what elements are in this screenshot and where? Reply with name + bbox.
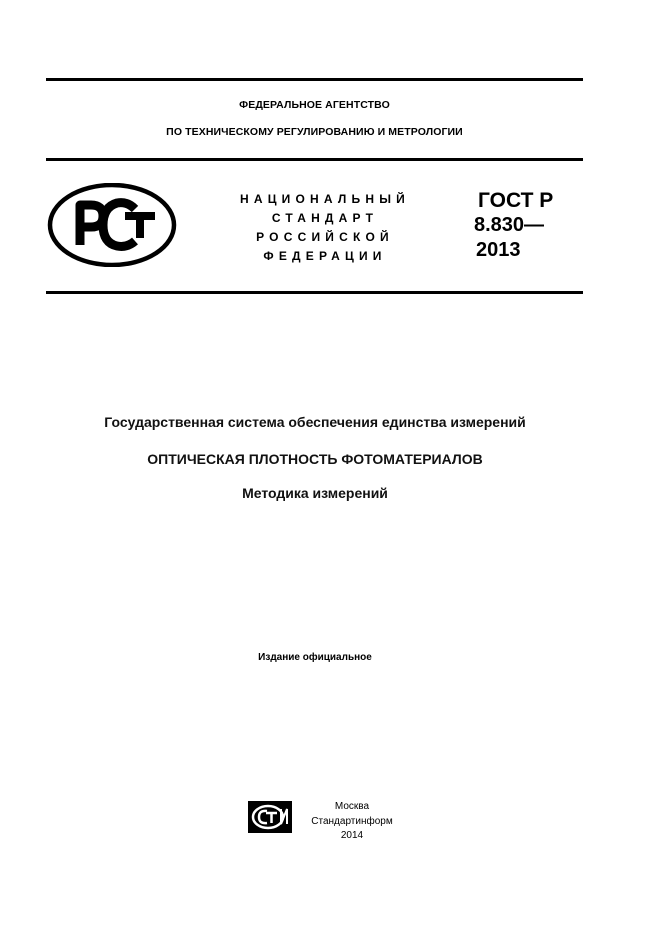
standartinform-logo-icon xyxy=(247,800,293,834)
document-title: ОПТИЧЕСКАЯ ПЛОТНОСТЬ ФОТОМАТЕРИАЛОВ xyxy=(147,451,483,467)
header-middle-rule xyxy=(46,158,583,161)
publisher-name: Стандартинформ xyxy=(311,815,393,827)
publisher-imprint xyxy=(300,800,404,844)
agency-name-line-1: ФЕДЕРАЛЬНОЕ АГЕНТСТВО xyxy=(239,99,390,111)
standard-type-block xyxy=(222,190,428,266)
header-top-rule xyxy=(46,78,583,81)
edition-label: Издание официальное xyxy=(258,652,372,663)
designation-line-3: 2013 xyxy=(476,239,521,261)
system-title: Государственная система обеспечения единства измерений xyxy=(104,414,526,430)
designation-line-1: ГОСТ Р xyxy=(478,189,554,212)
standard-designation xyxy=(474,188,574,263)
standard-type-line-3: РОССИЙСКОЙ xyxy=(256,230,394,244)
publication-year: 2014 xyxy=(340,830,364,841)
document-subtitle: Методика измерений xyxy=(242,485,388,501)
publisher-city: Москва xyxy=(334,801,370,812)
designation-line-2: 8.830— xyxy=(474,214,545,236)
standard-type-line-1: НАЦИОНАЛЬНЫЙ xyxy=(239,192,411,206)
standard-type-line-2: СТАНДАРТ xyxy=(271,211,379,225)
standard-type-line-4: ФЕДЕРАЦИИ xyxy=(263,249,387,263)
agency-name-line-2: ПО ТЕХНИЧЕСКОМУ РЕГУЛИРОВАНИЮ И МЕТРОЛОГИИ xyxy=(166,126,463,138)
header-bottom-rule xyxy=(46,291,583,294)
rst-certification-mark-icon xyxy=(47,183,177,267)
